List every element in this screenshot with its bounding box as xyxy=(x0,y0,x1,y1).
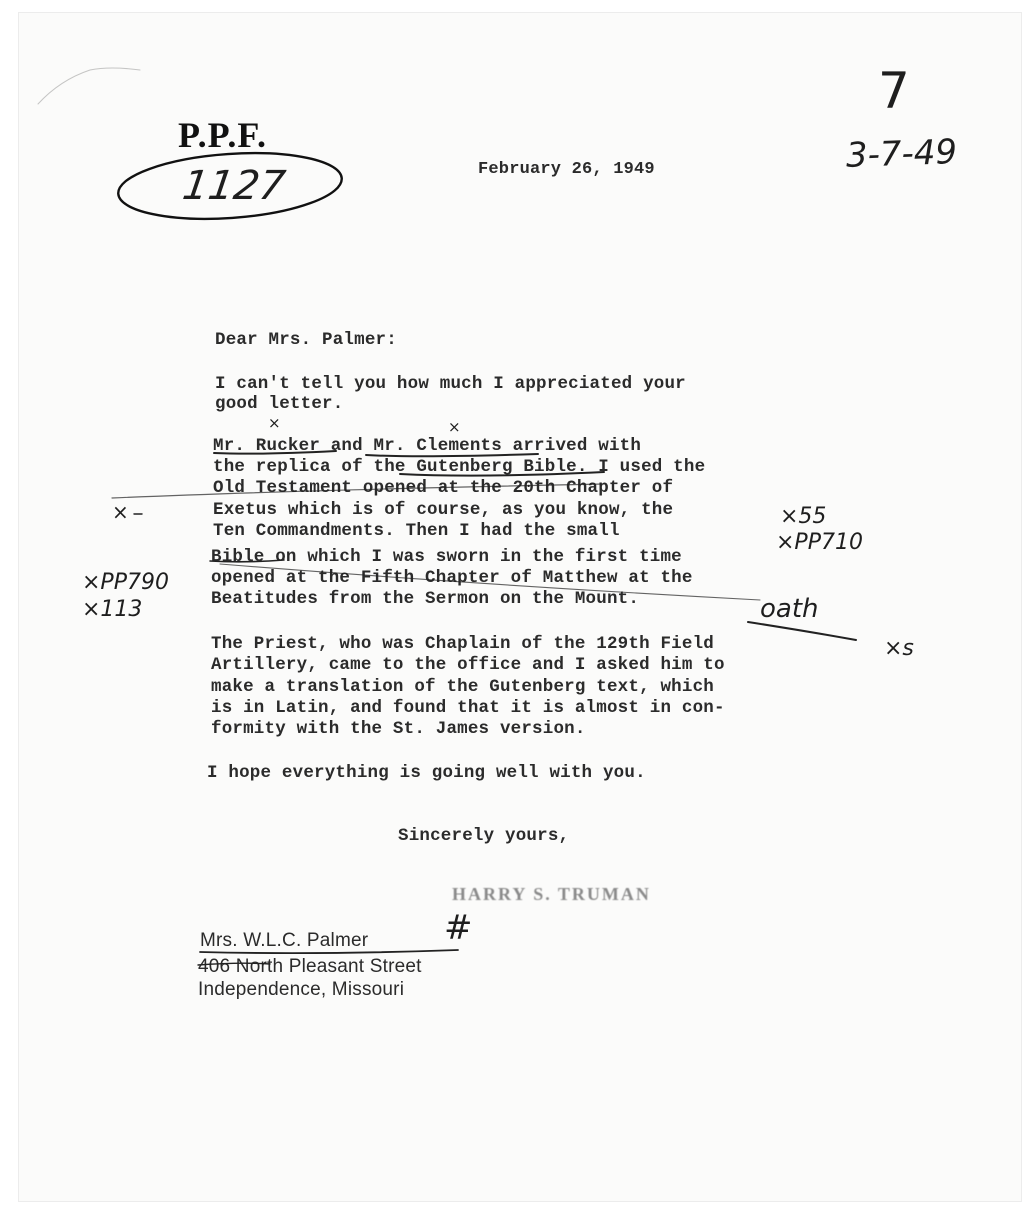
tick-mark: × xyxy=(268,414,281,432)
closing: Sincerely yours, xyxy=(398,826,570,846)
body-line: Exetus which is of course, as you know, the xyxy=(213,500,674,520)
body-line: Old Testament opened at the 20th Chapter of xyxy=(213,478,674,498)
body-line: good letter. xyxy=(215,394,344,414)
file-mark-seven: 7 xyxy=(878,62,910,120)
body-line: Bible on which I was sworn in the first time xyxy=(211,547,682,567)
body-line: formity with the St. James version. xyxy=(211,719,586,739)
body-line: I hope everything is going well with you. xyxy=(207,763,646,783)
body-line: Beatitudes from the Sermon on the Mount. xyxy=(211,589,640,609)
body-line: is in Latin, and found that it is almost in con- xyxy=(211,698,725,718)
tick-mark: × xyxy=(448,418,461,436)
salutation: Dear Mrs. Palmer: xyxy=(215,330,397,350)
file-number: 1127 xyxy=(179,163,289,209)
margin-note-oath: oath xyxy=(760,594,819,624)
margin-note-xpp710: ×PP710 xyxy=(776,530,863,555)
address-line: Independence, Missouri xyxy=(198,979,405,1000)
file-mark-date: 3-7-49 xyxy=(845,132,958,176)
ppf-stamp: P.P.F. xyxy=(178,115,268,155)
margin-note-x55: ×55 xyxy=(780,504,827,529)
margin-note-xpp790: ×PP790 xyxy=(82,570,169,595)
body-line: opened at the Fifth Chapter of Matthew at the xyxy=(211,568,693,588)
margin-note-xs: ×s xyxy=(884,636,914,661)
margin-note-x113: ×113 xyxy=(82,597,143,622)
address-line: Mrs. W.L.C. Palmer xyxy=(200,930,369,951)
body-line: Artillery, came to the office and I asked him to xyxy=(211,655,725,675)
body-line: I can't tell you how much I appreciated your xyxy=(215,374,686,394)
address-line: 406 North Pleasant Street xyxy=(198,956,422,977)
body-line: Mr. Rucker and Mr. Clements arrived with xyxy=(213,436,642,456)
body-line: the replica of the Gutenberg Bible. I used the xyxy=(213,457,706,477)
letter-date: February 26, 1949 xyxy=(478,160,655,179)
body-line: The Priest, who was Chaplain of the 129th Field xyxy=(211,634,714,654)
body-line: make a translation of the Gutenberg text, which xyxy=(211,677,714,697)
margin-mark-x: × xyxy=(112,500,129,524)
body-line: Ten Commandments. Then I had the small xyxy=(213,521,620,541)
signature-stamp: HARRY S. TRUMAN xyxy=(452,884,651,904)
hash-mark: # xyxy=(444,908,473,948)
